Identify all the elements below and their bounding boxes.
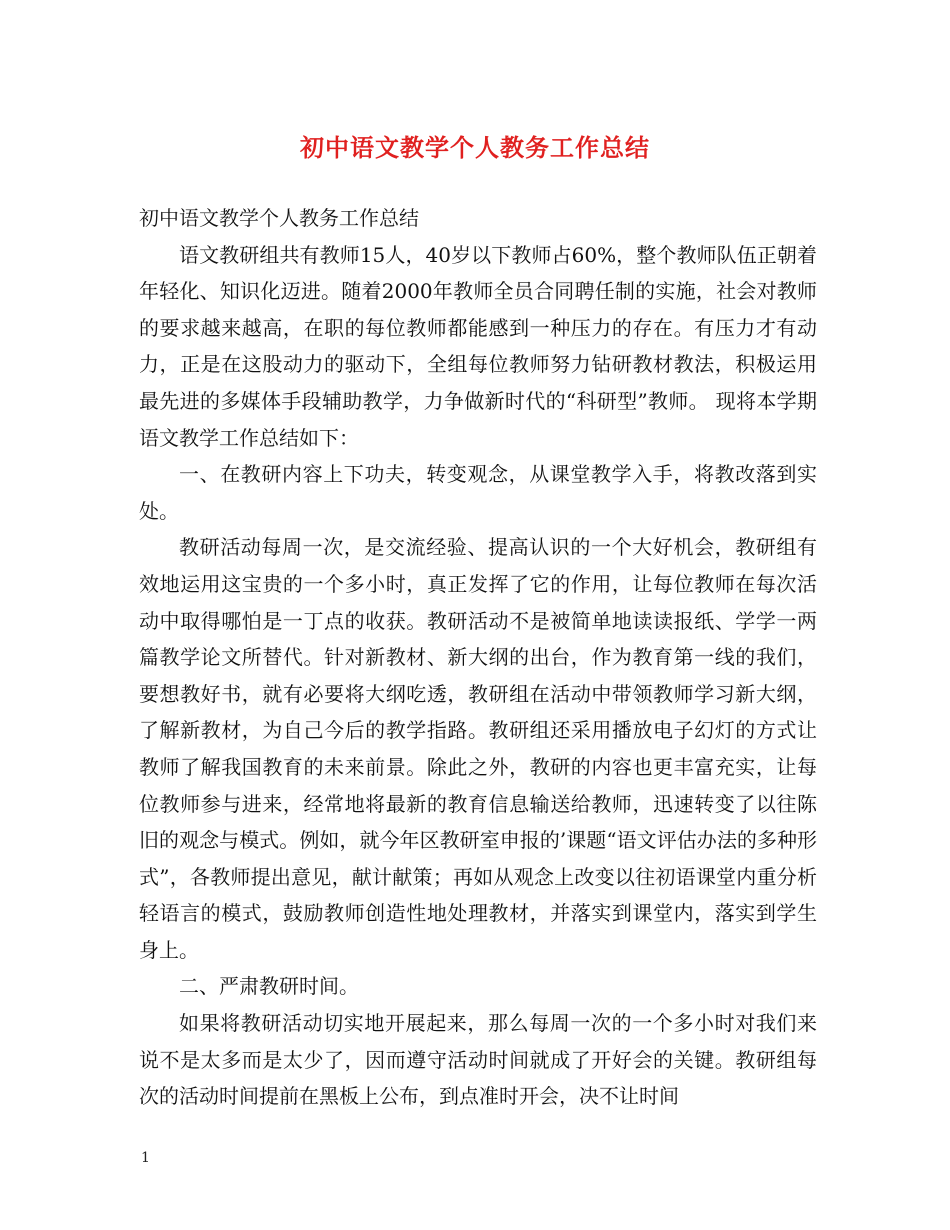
- document-subtitle: 初中语文教学个人教务工作总结: [139, 206, 419, 230]
- section-heading-2: 二、严肃教研时间。: [179, 974, 359, 999]
- section-heading-1: 一、在教研内容上下功夫，转变观念，从课堂教学入手，将教改落到实处。: [139, 462, 817, 523]
- document-body: [139, 200, 817, 1115]
- paragraph-section-2: 如果将教研活动切实地开展起来，那么每周一次的一个多小时对我们来说不是太多而是太少了，因而遵守活动时间就成了开好会的关键。教研组每次的活动时间提前在黑板上公布，到点准时开会，决不让时间: [139, 1011, 817, 1109]
- paragraph-intro: 语文教研组共有教师15人，40岁以下教师占60%，整个教师队伍正朝着年轻化、知识化迈进。随着2000年教师全员合同聘任制的实施，社会对教师的要求越来越高，在职的每位教师都能感到一种压力的存在。有压力才有动力，正是在这股动力的驱动下，全组每位教师努力钻研教材教法，积极运用最先进的多媒体手段辅助教学，力争做新时代的“科研型”教师。 现将本学期语文教学工作总结如下：: [139, 242, 817, 450]
- paragraph-section-1: 教研活动每周一次，是交流经验、提高认识的一个大好机会，教研组有效地运用这宝贵的一个多小时，真正发挥了它的作用，让每位教师在每次活动中取得哪怕是一丁点的收获。教研活动不是被简单地读读报纸、学学一两篇教学论文所替代。针对新教材、新大纲的出台，作为教育第一线的我们，要想教好书，就有必要将大纲吃透，教研组在活动中带领教师学习新大纲，了解新教材，为自己今后的教学指路。教研组还采用播放电子幻灯的方式让教师了解我国教育的未来前景。除此之外，教研的内容也更丰富充实，让每位教师参与进来，经常地将最新的教育信息输送给教师，迅速转变了以往陈旧的观念与模式。例如，就今年区教研室申报的’课题“语文评估办法的多种形式”，各教师提出意见，献计献策；再如从观念上改变以往初语课堂内重分析轻语言的模式，鼓励教师创造性地处理教材，并落实到课堂内，落实到学生身上。: [139, 535, 817, 962]
- document-title: 初中语文教学个人教务工作总结: [300, 133, 650, 162]
- page-number: 1: [141, 1150, 150, 1166]
